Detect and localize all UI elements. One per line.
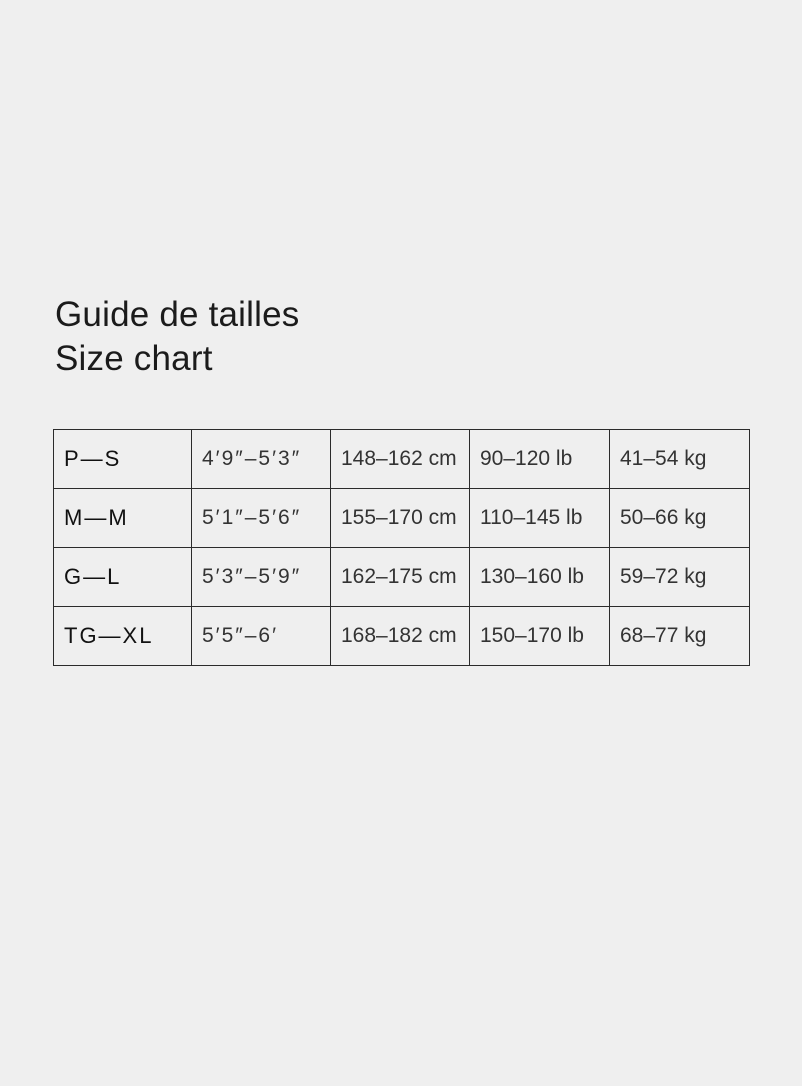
size-chart-table bbox=[53, 429, 750, 666]
table-row bbox=[54, 548, 750, 607]
height-ft-cell: 5′1″–5′6″ bbox=[192, 489, 331, 548]
title-french: Guide de tailles bbox=[55, 295, 300, 334]
height-ft-cell: 4′9″–5′3″ bbox=[192, 430, 331, 489]
height-ft-cell: 5′5″–6′ bbox=[192, 607, 331, 666]
size-cell: TG—XL bbox=[54, 607, 192, 666]
weight-kg-cell: 50–66 kg bbox=[610, 489, 750, 548]
height-cm-cell: 162–175 cm bbox=[331, 548, 470, 607]
weight-lb-cell: 130–160 lb bbox=[470, 548, 610, 607]
size-cell: P—S bbox=[54, 430, 192, 489]
height-cm-cell: 168–182 cm bbox=[331, 607, 470, 666]
height-ft-cell: 5′3″–5′9″ bbox=[192, 548, 331, 607]
weight-kg-cell: 68–77 kg bbox=[610, 607, 750, 666]
page-title bbox=[55, 293, 299, 381]
table-row bbox=[54, 607, 750, 666]
weight-kg-cell: 41–54 kg bbox=[610, 430, 750, 489]
height-cm-cell: 155–170 cm bbox=[331, 489, 470, 548]
weight-kg-cell: 59–72 kg bbox=[610, 548, 750, 607]
weight-lb-cell: 90–120 lb bbox=[470, 430, 610, 489]
table-row bbox=[54, 430, 750, 489]
size-cell: G—L bbox=[54, 548, 192, 607]
height-cm-cell: 148–162 cm bbox=[331, 430, 470, 489]
weight-lb-cell: 110–145 lb bbox=[470, 489, 610, 548]
size-cell: M—M bbox=[54, 489, 192, 548]
title-english: Size chart bbox=[55, 339, 213, 378]
weight-lb-cell: 150–170 lb bbox=[470, 607, 610, 666]
table-row bbox=[54, 489, 750, 548]
